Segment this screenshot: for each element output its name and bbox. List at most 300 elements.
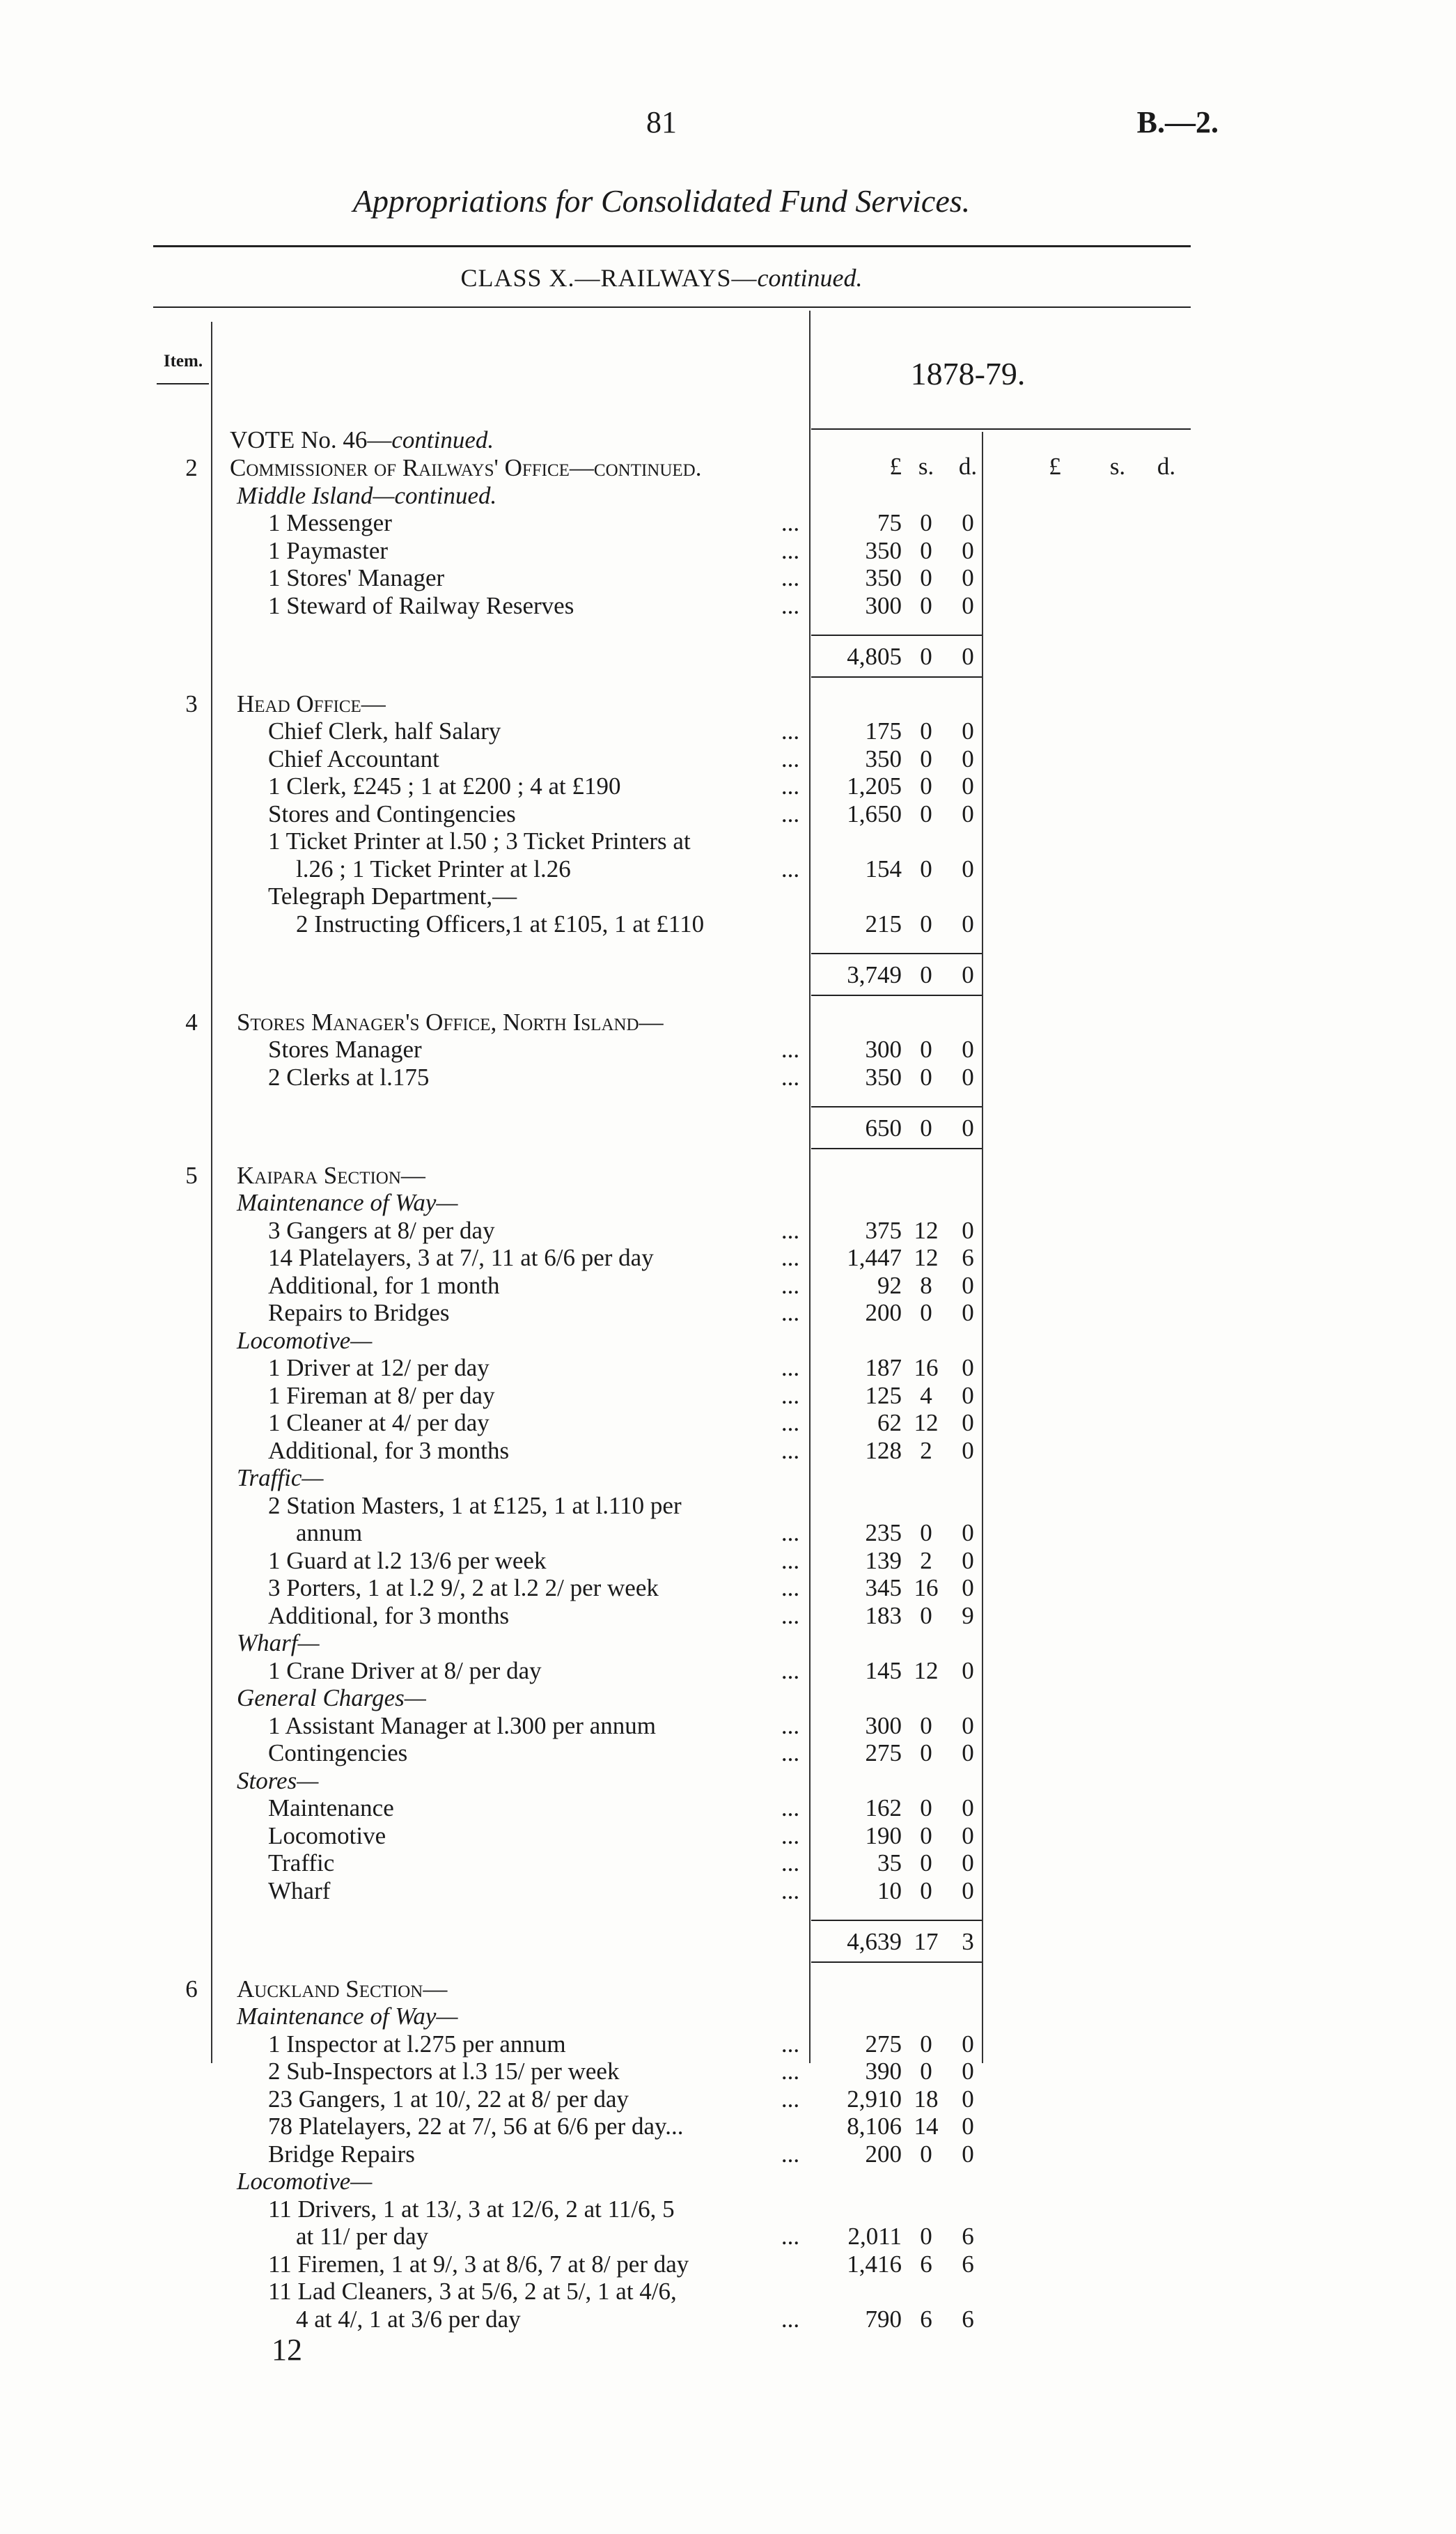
row-label: Kaipara Section— (237, 1161, 425, 1189)
pounds-value: 200 (865, 2140, 902, 2168)
shillings-value: 6 (920, 2250, 932, 2278)
leader-dots: ... (781, 1036, 800, 1063)
row-label: Additional, for 3 months (268, 1436, 510, 1464)
row-label: Commissioner of Railways' Office—continued. (230, 454, 702, 481)
shillings-value: 0 (920, 1876, 932, 1904)
pence-value: 0 (962, 1519, 974, 1546)
item-number: 4 (185, 1008, 198, 1036)
shillings-header-2: s. (1109, 453, 1126, 480)
row-label: 11 Lad Cleaners, 3 at 5/6, 2 at 5/, 1 at 4/6, (268, 2278, 677, 2305)
table-row (0, 2113, 1456, 2140)
subtotal-row (0, 1928, 1456, 1956)
table-row (0, 2085, 1456, 2113)
pounds-value: 35 (877, 1849, 902, 1876)
subtotal-rule-above (811, 953, 982, 954)
row-label: Chief Clerk, half Salary (268, 717, 501, 745)
pence-value: 0 (962, 1436, 974, 1464)
row-label: 1 Stores' Manager (268, 564, 445, 591)
page-number: 81 (646, 105, 677, 139)
row-label: General Charges— (237, 1684, 426, 1711)
table-row (0, 2030, 1456, 2058)
table-row (0, 800, 1456, 828)
pounds-value: 200 (865, 1299, 902, 1326)
row-label: 1 Cleaner at 4/ per day (268, 1409, 490, 1436)
pence-value: 0 (962, 1711, 974, 1739)
pounds-value: 350 (865, 1063, 902, 1091)
row-label: 23 Gangers, 1 at 10/, 22 at 8/ per day (268, 2085, 629, 2113)
table-row (0, 2058, 1456, 2085)
row-label: Wharf— (237, 1629, 320, 1656)
table-row (0, 1036, 1456, 1064)
table-row (0, 2168, 1456, 2195)
row-label: annum (296, 1519, 363, 1546)
row-label: Maintenance of Way— (237, 2003, 458, 2030)
row-label: Additional, for 3 months (268, 1601, 510, 1629)
table-row (0, 855, 1456, 883)
class-heading (139, 263, 1184, 293)
row-label: 4 at 4/, 1 at 3/6 per day (296, 2305, 521, 2333)
pounds-value: 350 (865, 745, 902, 772)
row-label: 11 Drivers, 1 at 13/, 3 at 12/6, 2 at 11/6, 5 (268, 2195, 675, 2223)
leader-dots: ... (781, 1601, 800, 1629)
table-row (0, 1272, 1456, 1300)
leader-dots: ... (781, 855, 800, 883)
subtotal-rule-below (811, 1961, 982, 1963)
shillings-value: 0 (920, 800, 932, 827)
pence-value: 0 (962, 1114, 974, 1142)
row-label: Maintenance of Way— (237, 1189, 458, 1216)
page-title: Appropriations for Consolidated Fund Services. (352, 183, 971, 219)
leader-dots: ... (781, 1794, 800, 1821)
shillings-value: 0 (920, 1821, 932, 1849)
pence-value: 0 (962, 1849, 974, 1876)
pound-header: £ (889, 453, 902, 480)
pence-value: 0 (962, 2030, 974, 2058)
table-row (0, 1244, 1456, 1272)
pounds-value: 8,106 (847, 2113, 902, 2140)
shillings-value: 0 (920, 2223, 932, 2250)
row-label: Maintenance (268, 1794, 394, 1821)
pounds-value: 2,011 (847, 2223, 902, 2250)
pence-value: 0 (962, 1299, 974, 1326)
shillings-value: 12 (914, 1409, 939, 1436)
leader-dots: ... (781, 1739, 800, 1766)
shillings-value: 0 (920, 910, 932, 938)
row-label: Traffic— (237, 1464, 324, 1491)
shillings-value: 0 (920, 564, 932, 591)
leader-dots: ... (781, 1354, 800, 1381)
vote-heading-row (0, 426, 1456, 454)
pence-value: 0 (962, 2140, 974, 2168)
table-row (0, 690, 1456, 718)
table-row (0, 827, 1456, 855)
pounds-value: 1,416 (847, 2250, 902, 2278)
row-label: 1 Fireman at 8/ per day (268, 1381, 495, 1409)
table-row (0, 1712, 1456, 1740)
pence-value: 0 (962, 961, 974, 988)
vote-heading-text: VOTE No. 46— (230, 426, 392, 453)
table-row (0, 1794, 1456, 1822)
shillings-value: 0 (920, 717, 932, 745)
pence-value: 3 (962, 1928, 974, 1955)
pounds-value: 175 (865, 717, 902, 745)
row-label: Contingencies (268, 1739, 408, 1766)
item-number: 3 (185, 690, 198, 717)
table-row (0, 482, 1456, 510)
shillings-value: 2 (920, 1436, 932, 1464)
shillings-value: 0 (920, 961, 932, 988)
row-label: Stores Manager (268, 1036, 422, 1063)
row-label: 14 Platelayers, 3 at 7/, 11 at 6/6 per day (268, 1244, 654, 1271)
leader-dots: ... (781, 1271, 800, 1299)
shillings-value: 0 (920, 1063, 932, 1091)
pounds-value: 275 (865, 1739, 902, 1766)
pounds-value: 235 (865, 1519, 902, 1546)
leader-dots: ... (781, 1849, 800, 1876)
leader-dots: ... (781, 536, 800, 564)
shillings-value: 0 (920, 591, 932, 619)
vote-heading-continued: continued. (391, 426, 494, 453)
subtotal-rule-above (811, 635, 982, 636)
row-label: 1 Messenger (268, 509, 392, 536)
item-column-header: Item. (163, 352, 203, 371)
shillings-value: 0 (920, 2030, 932, 2058)
table-row (0, 509, 1456, 537)
leader-dots: ... (781, 1436, 800, 1464)
table-row (0, 1849, 1456, 1877)
table-row (0, 2251, 1456, 2278)
shillings-value: 0 (920, 772, 932, 800)
pounds-value: 183 (865, 1601, 902, 1629)
leader-dots: ... (781, 1409, 800, 1436)
item-number: 2 (185, 454, 198, 481)
leader-dots: ... (781, 1381, 800, 1409)
table-row (0, 1684, 1456, 1712)
table-row (0, 1354, 1456, 1382)
table-row (0, 2223, 1456, 2251)
pence-value: 6 (962, 2250, 974, 2278)
row-label: Locomotive— (237, 2168, 373, 2195)
shillings-value: 6 (920, 2305, 932, 2333)
row-label: Auckland Section— (237, 1975, 448, 2003)
pence-value: 0 (962, 1409, 974, 1436)
shillings-value: 0 (920, 536, 932, 564)
pounds-value: 345 (865, 1574, 902, 1601)
pence-value: 0 (962, 643, 974, 670)
pounds-value: 2,910 (847, 2085, 902, 2113)
table-row (0, 1162, 1456, 1190)
pounds-value: 154 (865, 855, 902, 883)
pence-value: 0 (962, 2113, 974, 2140)
pounds-value: 375 (865, 1216, 902, 1244)
table-row (0, 2278, 1456, 2306)
shillings-value: 0 (920, 1519, 932, 1546)
class-heading-continued: continued. (757, 264, 863, 292)
subtotal-rule-above (811, 1106, 982, 1107)
leader-dots: ... (781, 1216, 800, 1244)
shillings-value: 16 (914, 1354, 939, 1381)
subtotal-rule-below (811, 995, 982, 996)
pounds-value: 187 (865, 1354, 902, 1381)
row-label: Locomotive (268, 1821, 386, 1849)
table-top-rule (153, 306, 1191, 308)
pounds-value: 300 (865, 1036, 902, 1063)
shillings-value: 12 (914, 1656, 939, 1684)
leader-dots: ... (781, 2085, 800, 2113)
table-row (0, 1064, 1456, 1091)
pence-value: 6 (962, 1244, 974, 1271)
pence-value: 0 (962, 1739, 974, 1766)
pounds-value: 75 (877, 509, 902, 536)
subtotal-rule-below (811, 676, 982, 678)
table-row (0, 717, 1456, 745)
item-number: 5 (185, 1161, 198, 1189)
subtotal-row (0, 961, 1456, 989)
shillings-value: 12 (914, 1244, 939, 1271)
row-label: Stores and Contingencies (268, 800, 516, 827)
pence-value: 0 (962, 745, 974, 772)
pound-header-2: £ (1049, 453, 1061, 480)
table-row (0, 1877, 1456, 1905)
table-row (0, 537, 1456, 565)
pounds-value: 128 (865, 1436, 902, 1464)
row-label: 2 Clerks at l.175 (268, 1063, 430, 1091)
row-label: Traffic (268, 1849, 335, 1876)
table-row (0, 910, 1456, 938)
table-row (0, 883, 1456, 910)
table-row (0, 2306, 1456, 2333)
table-row (0, 564, 1456, 592)
row-label: 1 Clerk, £245 ; 1 at £200 ; 4 at £190 (268, 772, 621, 800)
row-label: 1 Inspector at l.275 per annum (268, 2030, 566, 2058)
pounds-value: 4,805 (847, 643, 902, 670)
pence-value: 0 (962, 2058, 974, 2085)
document-reference: B.—2. (1136, 105, 1219, 139)
pounds-value: 275 (865, 2030, 902, 2058)
pounds-value: 215 (865, 910, 902, 938)
pence-value: 0 (962, 564, 974, 591)
row-label: 3 Gangers at 8/ per day (268, 1216, 495, 1244)
leader-dots: ... (781, 2058, 800, 2085)
table-row (0, 1657, 1456, 1685)
pounds-value: 190 (865, 1821, 902, 1849)
pence-value: 0 (962, 591, 974, 619)
pence-value: 0 (962, 509, 974, 536)
subtotal-row (0, 643, 1456, 671)
pounds-value: 4,639 (847, 1928, 902, 1955)
row-label: 1 Guard at l.2 13/6 per week (268, 1546, 547, 1574)
row-label: 1 Paymaster (268, 536, 389, 564)
row-label: 2 Station Masters, 1 at £125, 1 at l.110 per (268, 1491, 682, 1519)
leader-dots: ... (781, 1876, 800, 1904)
pence-value: 0 (962, 772, 974, 800)
pounds-value: 1,650 (847, 800, 902, 827)
shillings-value: 0 (920, 643, 932, 670)
table-row (0, 2195, 1456, 2223)
leader-dots: ... (781, 1821, 800, 1849)
pence-value: 0 (962, 1063, 974, 1091)
pounds-value: 162 (865, 1794, 902, 1821)
shillings-value: 0 (920, 855, 932, 883)
table-row (0, 1464, 1456, 1492)
table-row (0, 1009, 1456, 1036)
shillings-value: 0 (920, 2140, 932, 2168)
leader-dots: ... (781, 1711, 800, 1739)
leader-dots: ... (781, 2305, 800, 2333)
pounds-value: 1,447 (847, 1244, 902, 1271)
pounds-value: 300 (865, 591, 902, 619)
pence-value: 6 (962, 2305, 974, 2333)
leader-dots: ... (781, 564, 800, 591)
subtotal-rule-below (811, 1148, 982, 1149)
pence-value: 0 (962, 1271, 974, 1299)
row-label: Locomotive— (237, 1326, 373, 1354)
year-header: 1878-79. (910, 356, 1026, 391)
table-row (0, 772, 1456, 800)
pounds-value: 1,205 (847, 772, 902, 800)
shillings-value: 18 (914, 2085, 939, 2113)
shillings-header: s. (918, 453, 934, 480)
pounds-value: 350 (865, 536, 902, 564)
table-row (0, 1409, 1456, 1437)
shillings-value: 16 (914, 1574, 939, 1601)
leader-dots: ... (781, 745, 800, 772)
pence-value: 0 (962, 1876, 974, 1904)
table-row (0, 1519, 1456, 1547)
leader-dots: ... (781, 591, 800, 619)
pence-header-2: d. (1157, 453, 1176, 480)
shillings-value: 0 (920, 2058, 932, 2085)
shillings-value: 0 (920, 509, 932, 536)
pence-value: 0 (962, 536, 974, 564)
row-label: 11 Firemen, 1 at 9/, 3 at 8/6, 7 at 8/ per day (268, 2250, 689, 2278)
pounds-value: 10 (877, 1876, 902, 1904)
pence-value: 0 (962, 1821, 974, 1849)
pence-value: 0 (962, 800, 974, 827)
leader-dots: ... (781, 1656, 800, 1684)
table-row (0, 1822, 1456, 1850)
row-label: Additional, for 1 month (268, 1271, 500, 1299)
pence-value: 0 (962, 717, 974, 745)
pounds-value: 790 (865, 2305, 902, 2333)
class-heading-text: CLASS X.—RAILWAYS— (460, 264, 758, 292)
shillings-value: 0 (920, 1036, 932, 1063)
table-row (0, 1975, 1456, 2003)
row-label: Telegraph Department,— (268, 883, 517, 910)
table-row (0, 1629, 1456, 1657)
shillings-value: 12 (914, 1216, 939, 1244)
row-label: l.26 ; 1 Ticket Printer at l.26 (296, 855, 571, 883)
pence-value: 0 (962, 1381, 974, 1409)
leader-dots: ... (781, 772, 800, 800)
row-label: Chief Accountant (268, 745, 439, 772)
table-row (0, 1492, 1456, 1520)
sheet-number: 12 (272, 2333, 302, 2367)
leader-dots: ... (781, 1546, 800, 1574)
shillings-value: 4 (920, 1381, 932, 1409)
shillings-value: 0 (920, 1849, 932, 1876)
pounds-value: 350 (865, 564, 902, 591)
shillings-value: 0 (920, 1601, 932, 1629)
pounds-value: 125 (865, 1381, 902, 1409)
shillings-value: 0 (920, 1794, 932, 1821)
row-label: 1 Assistant Manager at l.300 per annum (268, 1711, 656, 1739)
table-row (0, 1217, 1456, 1245)
table-row (0, 2140, 1456, 2168)
leader-dots: ... (781, 1299, 800, 1326)
table-row (0, 745, 1456, 773)
shillings-value: 0 (920, 1114, 932, 1142)
shillings-value: 2 (920, 1546, 932, 1574)
leader-dots: ... (781, 1244, 800, 1271)
shillings-value: 0 (920, 1711, 932, 1739)
shillings-value: 0 (920, 745, 932, 772)
leader-dots: ... (781, 2223, 800, 2250)
pence-value: 0 (962, 1546, 974, 1574)
row-label: 2 Instructing Officers,1 at £105, 1 at £110 (296, 910, 705, 938)
leader-dots: ... (781, 2140, 800, 2168)
pence-value: 0 (962, 2085, 974, 2113)
row-label: 1 Steward of Railway Reserves (268, 591, 574, 619)
subtotal-rule-above (811, 1920, 982, 1921)
row-label: Middle Island—continued. (237, 481, 497, 509)
pounds-value: 650 (865, 1114, 902, 1142)
pounds-value: 145 (865, 1656, 902, 1684)
shillings-value: 14 (914, 2113, 939, 2140)
leader-dots: ... (781, 717, 800, 745)
pence-value: 0 (962, 855, 974, 883)
table-row (0, 1437, 1456, 1465)
table-row (0, 1382, 1456, 1410)
table-row (0, 1767, 1456, 1795)
pence-value: 0 (962, 1354, 974, 1381)
row-label: Bridge Repairs (268, 2140, 415, 2168)
pence-value: 0 (962, 1656, 974, 1684)
table-row (0, 1574, 1456, 1602)
pence-value: 0 (962, 1794, 974, 1821)
table-row (0, 1189, 1456, 1217)
pence-value: 0 (962, 1574, 974, 1601)
row-label: Stores Manager's Office, North Island— (237, 1008, 664, 1036)
shillings-value: 17 (914, 1928, 939, 1955)
title-rule (153, 245, 1191, 247)
row-label: Head Office— (237, 690, 386, 717)
row-label: 3 Porters, 1 at l.2 9/, 2 at l.2 2/ per week (268, 1574, 659, 1601)
row-label: at 11/ per day (296, 2223, 429, 2250)
subtotal-row (0, 1114, 1456, 1142)
row-label: 78 Platelayers, 22 at 7/, 56 at 6/6 per day... (268, 2113, 684, 2140)
table-row (0, 2003, 1456, 2030)
shillings-value: 0 (920, 1739, 932, 1766)
table-row (0, 1547, 1456, 1575)
leader-dots: ... (781, 1063, 800, 1091)
shillings-value: 8 (920, 1271, 932, 1299)
pounds-value: 62 (877, 1409, 902, 1436)
table-row (0, 1327, 1456, 1355)
leader-dots: ... (781, 800, 800, 827)
pence-value: 0 (962, 1216, 974, 1244)
row-label: Stores— (237, 1766, 319, 1794)
vote-heading (230, 426, 494, 454)
row-label: 1 Driver at 12/ per day (268, 1354, 490, 1381)
shillings-value: 0 (920, 1299, 932, 1326)
pounds-value: 139 (865, 1546, 902, 1574)
row-label: Wharf (268, 1876, 331, 1904)
table-row (0, 592, 1456, 620)
leader-dots: ... (781, 2030, 800, 2058)
pounds-value: 300 (865, 1711, 902, 1739)
row-label: 1 Ticket Printer at l.50 ; 3 Ticket Printers at (268, 827, 691, 855)
